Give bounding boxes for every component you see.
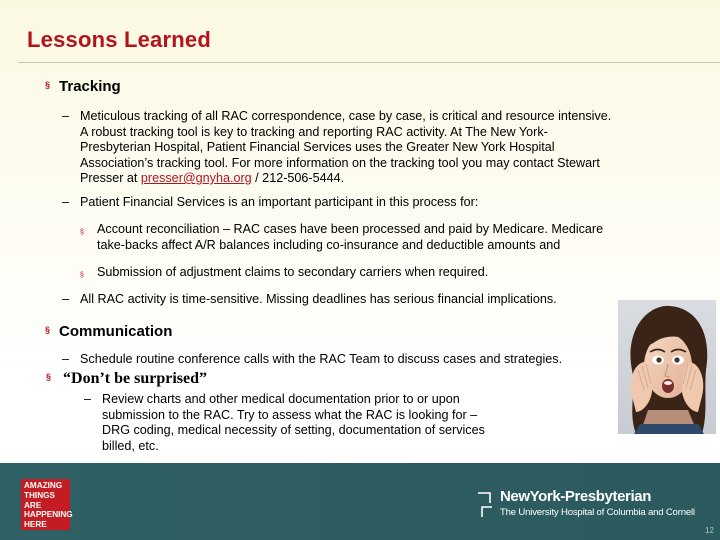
badge-line: ARE [24, 500, 42, 510]
brand-subtitle: The University Hospital of Columbia and Cornell [500, 507, 695, 518]
tracking-item-2-text: Patient Financial Services is an important participant in this process for: [80, 195, 479, 209]
email-link[interactable]: presser@gnyha.org [140, 171, 252, 185]
tracking-subitem-1-text [97, 222, 603, 253]
brand-name: NewYork-Presbyterian [500, 488, 651, 505]
surprised-item-1 [84, 392, 485, 454]
text-line: Association’s tracking tool. For more information on the tracking tool you may contact Stewart [80, 155, 600, 170]
dash-marker: – [62, 109, 70, 123]
tracking-heading: Tracking [59, 78, 121, 95]
slide-title: Lessons Learned [27, 27, 211, 52]
sub-bullet-marker: § [80, 229, 84, 236]
sub-bullet-marker: § [80, 272, 84, 279]
bullet-marker: § [46, 372, 52, 382]
text-prefix: Presser at [80, 171, 141, 185]
badge-line: HERE [24, 520, 47, 530]
text-line: Account reconciliation – RAC cases have been processed and paid by Medicare. Medicare [97, 222, 604, 236]
bullet-marker: § [45, 325, 51, 335]
surprised-woman-photo [618, 300, 716, 434]
surprised-item-1-text [102, 392, 485, 454]
text-line: submission to the RAC. Try to assess what the RAC is looking for – [102, 407, 478, 422]
bullet-tracking [45, 78, 121, 95]
badge-line: THINGS [24, 490, 55, 500]
title-divider [18, 62, 720, 63]
tracking-item-2 [62, 195, 478, 211]
text-line: Presbyterian Hospital, Patient Financial Services uses the Greater New York Hospital [80, 140, 555, 154]
page-number: 12 [705, 526, 714, 535]
text-line [80, 171, 611, 187]
tracking-item-1 [62, 109, 611, 187]
badge-line: HAPPENING [24, 510, 73, 520]
bullet-marker: § [45, 80, 51, 90]
text-line: A robust tracking tool is key to tracking and reporting RAC activity. At The New York- [80, 124, 548, 139]
tracking-subitem-2-text: Submission of adjustment claims to secondary carriers when required. [97, 265, 489, 279]
text-line: Review charts and other medical documentation prior to or upon [102, 392, 460, 406]
tracking-subitem-1 [80, 222, 603, 253]
tracking-item-3-text: All RAC activity is time-sensitive. Missing deadlines has serious financial implications. [80, 292, 557, 306]
bullet-communication [45, 323, 172, 340]
tracking-item-3 [62, 292, 557, 308]
dash-marker: – [62, 352, 70, 366]
dash-marker: – [62, 195, 70, 209]
text-line: Meticulous tracking of all RAC correspondence, case by case, is critical and resource intensive. [80, 109, 612, 123]
tracking-subitem-2 [80, 265, 488, 281]
badge-text [24, 481, 73, 530]
nyp-logo-mark-icon [476, 491, 494, 519]
tracking-item-1-text [80, 109, 611, 187]
text-line: DRG coding, medical necessity of setting, documentation of services [102, 423, 485, 437]
badge-line: AMAZING [24, 481, 63, 490]
amazing-things-badge [21, 479, 73, 530]
communication-item-1-text: Schedule routine conference calls with the RAC Team to discuss cases and strategies. [80, 352, 563, 366]
dash-marker: – [62, 292, 70, 306]
bullet-surprised [46, 370, 207, 388]
communication-item-1 [62, 352, 562, 368]
text-line: billed, etc. [102, 438, 159, 453]
communication-heading: Communication [59, 323, 173, 340]
surprised-heading: “Don’t be surprised” [63, 370, 208, 387]
surprised-woman-image [618, 300, 716, 434]
text-line: take-backs affect A/R balances including co-insurance and deductible amounts and [97, 237, 561, 252]
dash-marker: – [84, 392, 92, 406]
text-suffix: / 212-506-5444. [251, 171, 345, 185]
